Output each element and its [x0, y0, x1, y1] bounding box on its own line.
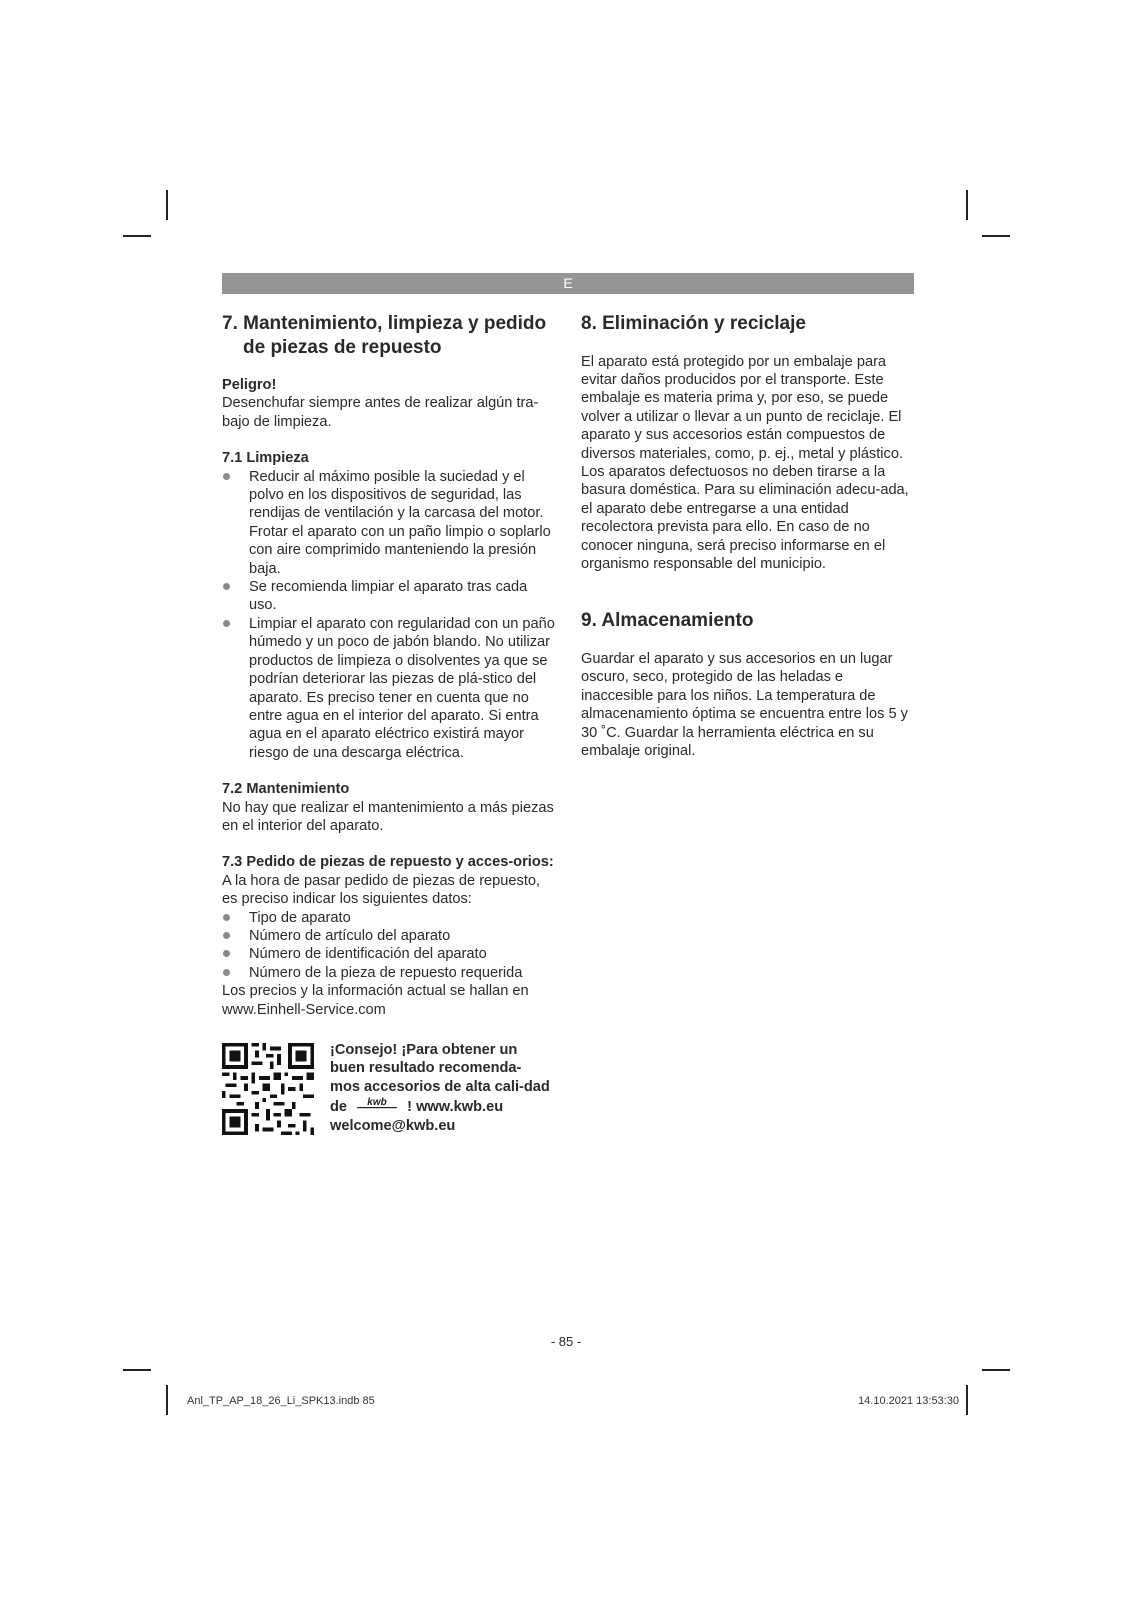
footer-file-name: Anl_TP_AP_18_26_Li_SPK13.indb 85 [187, 1395, 375, 1407]
list-item: Número de artículo del aparato [222, 927, 556, 945]
spare-parts-outro: Los precios y la información actual se hallan en www.Einhell-Service.com [222, 983, 529, 1018]
spare-parts-intro: A la hora de pasar pedido de piezas de repuesto, es preciso indicar los siguientes datos: [222, 872, 541, 908]
spare-parts-list [222, 909, 556, 983]
storage-text: Guardar el aparato y sus accesorios en un lugar oscuro, seco, protegido de las heladas e inaccesible para los niños. La temperatura de almacenamiento óptima se encuentra entre los 5 y 30 ˚C. Guardar la herramienta eléctrica en su embalaje original. [581, 650, 908, 759]
crop-mark [966, 1385, 968, 1415]
section-7-2-title: 7.2 Mantenimiento [222, 781, 350, 798]
footer-date-time: 14.10.2021 13:53:30 [858, 1395, 959, 1407]
page-number: - 85 - [550, 1334, 582, 1349]
svg-text:kwb: kwb [367, 1097, 387, 1109]
section-7-1-title: 7.1 Limpieza [222, 450, 309, 467]
language-header-bar: E [222, 273, 914, 294]
accessory-tip [222, 1041, 556, 1135]
right-column [581, 312, 915, 760]
danger-label: Peligro! [222, 377, 277, 393]
crop-mark [982, 235, 1010, 237]
cleaning-list [222, 468, 556, 763]
section-9-title: 9. Almacenamiento [581, 610, 754, 632]
danger-text: Desenchufar siempre antes de realizar algún tra-bajo de limpieza. [222, 395, 539, 430]
tip-text [330, 1041, 550, 1135]
crop-mark [123, 1369, 151, 1371]
qr-code-icon [222, 1043, 314, 1135]
section-7-title: 7. Mantenimiento, limpieza y pedido de piezas de repuesto [222, 313, 547, 358]
maintenance-text: No hay que realizar el mantenimiento a más piezas en el interior del aparato. [222, 799, 554, 834]
list-item: Reducir al máximo posible la suciedad y el polvo en los dispositivos de seguridad, las rendijas de ventilación y la carcasa del motor. Frotar el aparato con un paño limpio o soplarlo con aire comprimido manteniendo la presión baja. [222, 468, 556, 578]
list-item: Número de la pieza de repuesto requerida [222, 964, 556, 982]
crop-mark [166, 1385, 168, 1415]
section-7-3-title: 7.3 Pedido de piezas de repuesto y acces-orios: [222, 854, 554, 871]
tip-line-1: ¡Consejo! ¡Para obtener un buen resultado recomenda-mos accesorios de alta cali-dad de [330, 1042, 550, 1116]
list-item: Número de identificación del aparato [222, 945, 556, 963]
crop-mark [982, 1369, 1010, 1371]
tip-line-2: ! www.kwb.eu welcome@kwb.eu [330, 1099, 504, 1134]
list-item: Se recomienda limpiar el aparato tras cada uso. [222, 578, 556, 615]
crop-mark [166, 190, 168, 220]
list-item: Tipo de aparato [222, 909, 556, 927]
crop-mark [966, 190, 968, 220]
left-column [222, 312, 556, 1135]
crop-mark [123, 235, 151, 237]
kwb-logo [357, 1096, 397, 1109]
section-8-title: 8. Eliminación y reciclaje [581, 313, 806, 334]
list-item: Limpiar el aparato con regularidad con un paño húmedo y un poco de jabón blando. No utilizar productos de limpieza o disolventes ya que se podrían deteriorar las piezas de plá-stico del aparato. Es preciso tener en cuenta que no entre agua en el interior del aparato. Si entra agua en el aparato eléctrico existirá mayor riesgo de una descarga eléctrica. [222, 615, 556, 762]
disposal-text: El aparato está protegido por un embalaje para evitar daños producidos por el transporte. Este embalaje es materia prima y, por eso, se puede volver a utilizar o llevar a un punto de reciclaje. El aparato y sus accesorios están compuestos de diversos materiales, como, p. ej., metal y plástico. Los aparatos defectuosos no deben tirarse a la basura doméstica. Para su eliminación adecu-ada, el aparato debe entregarse a una entidad recolectora prevista para ello. En caso de no conocer ninguna, será preciso informarse en el organismo responsable del municipio. [581, 353, 909, 572]
